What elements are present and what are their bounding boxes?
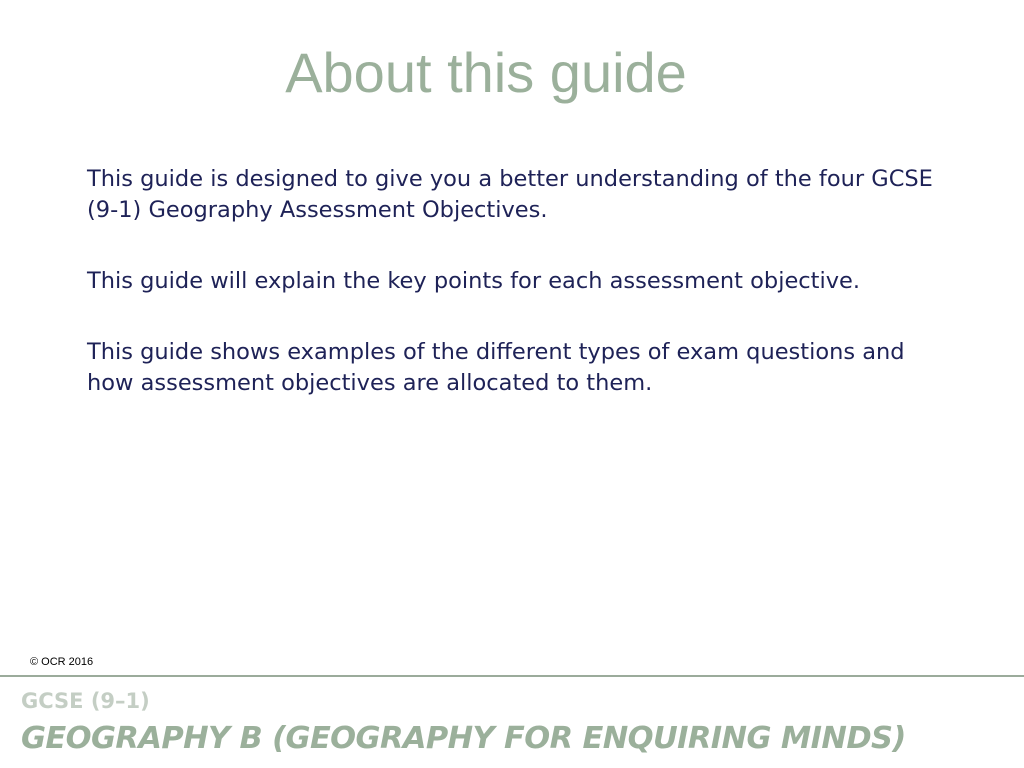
footer-divider <box>0 675 1024 677</box>
footer-qualification: GCSE (9–1) <box>21 689 150 713</box>
copyright-notice: © OCR 2016 <box>30 656 94 668</box>
page-title: About this guide <box>285 41 687 104</box>
body-text <box>87 164 937 439</box>
paragraph-1: This guide is designed to give you a better understanding of the four GCSE (9-1) Geography Assessment Objectives. <box>87 166 933 223</box>
paragraph-2: This guide will explain the key points for each assessment objective. <box>87 268 861 294</box>
paragraph-3: This guide shows examples of the different types of exam questions and how assessment objectives are allocated to them. <box>87 339 905 396</box>
footer-subject: GEOGRAPHY B (GEOGRAPHY FOR ENQUIRING MINDS) <box>21 721 906 756</box>
